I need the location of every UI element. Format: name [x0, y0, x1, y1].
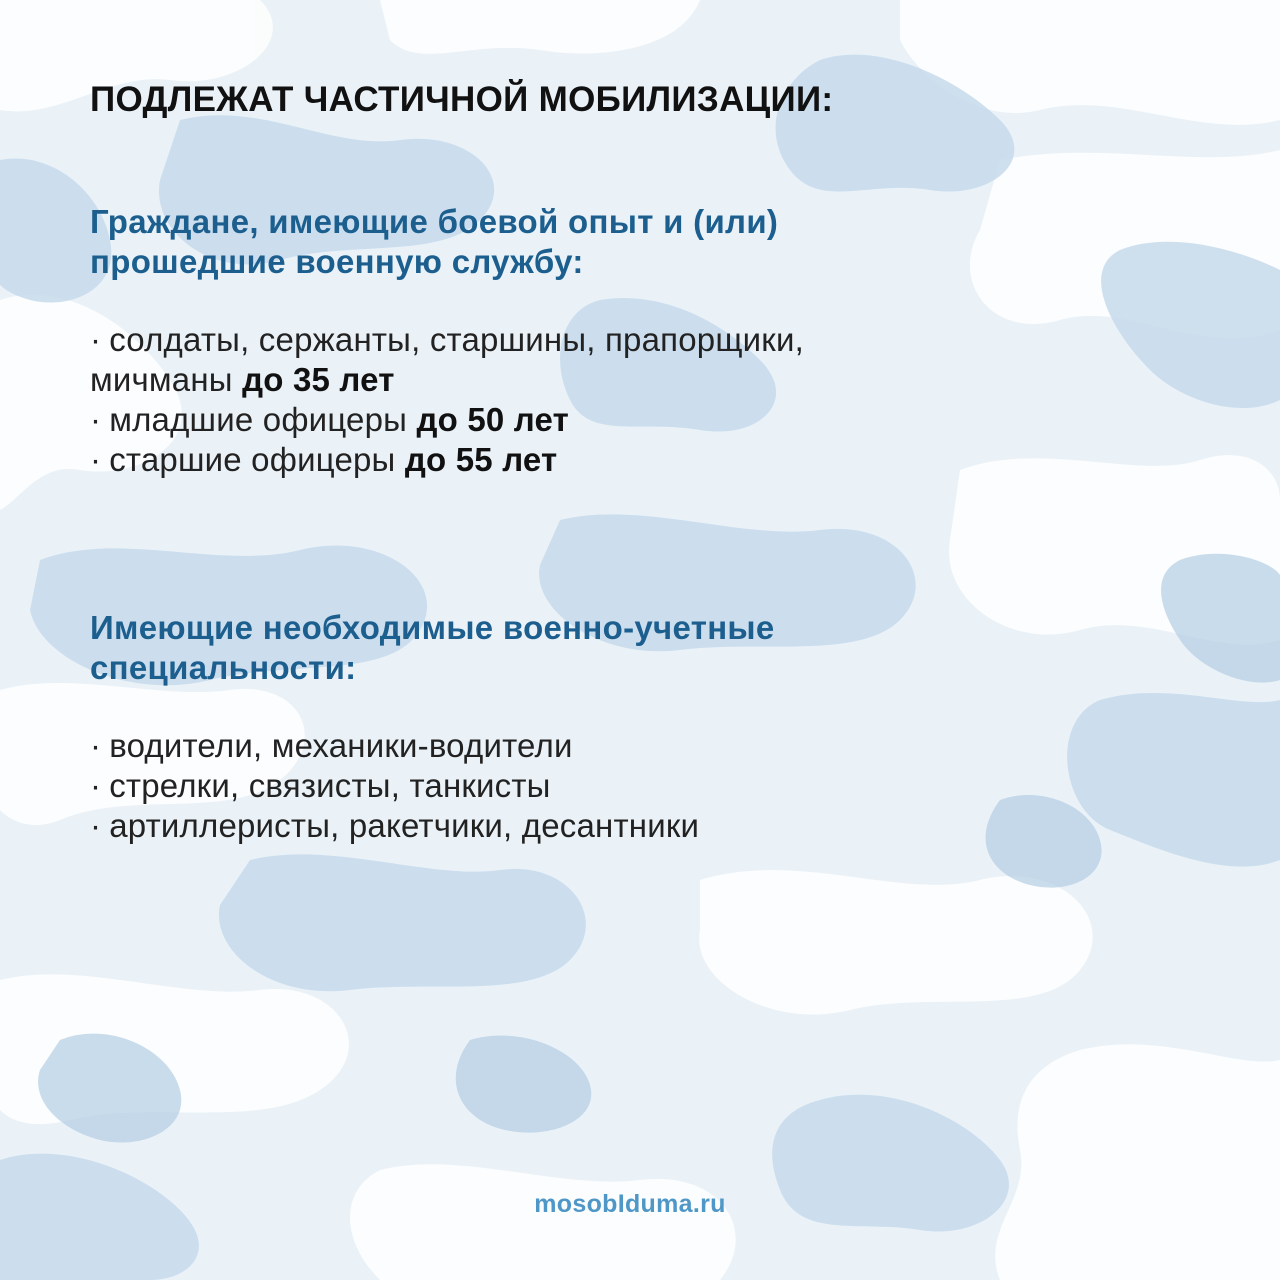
list-item: мичманы до 35 лет: [90, 361, 395, 398]
list-item: · старшие офицеры до 55 лет: [90, 441, 558, 478]
section-heading-line: специальности:: [90, 649, 357, 686]
bullet-icon: ·: [90, 321, 102, 358]
age-limit: до 55 лет: [404, 441, 558, 478]
section-heading-specialties: [90, 608, 775, 688]
age-limit: до 35 лет: [242, 361, 395, 398]
bullet-icon: ·: [90, 401, 102, 438]
section-heading-line: Имеющие необходимые военно-учетные: [90, 609, 775, 646]
list-item: · стрелки, связисты, танкисты: [90, 767, 551, 804]
list-ranks: [90, 320, 804, 480]
page-title: ПОДЛЕЖАТ ЧАСТИЧНОЙ МОБИЛИЗАЦИИ:: [90, 80, 834, 119]
website-link[interactable]: mosobIduma.ru: [534, 1190, 726, 1218]
age-limit: до 50 лет: [416, 401, 570, 438]
bullet-icon: ·: [90, 727, 102, 764]
list-item: · артиллеристы, ракетчики, десантники: [90, 807, 700, 844]
section-heading-line: Граждане, имеющие боевой опыт и (или): [90, 203, 779, 240]
section-heading-line: прошедшие военную службу:: [90, 243, 584, 280]
list-item: · младшие офицеры до 50 лет: [90, 401, 570, 438]
bullet-icon: ·: [90, 441, 102, 478]
list-item: · солдаты, сержанты, старшины, прапорщики,: [90, 321, 804, 358]
list-item: · водители, механики-водители: [90, 727, 573, 764]
bullet-icon: ·: [90, 807, 102, 844]
list-specialties: [90, 726, 699, 846]
bullet-icon: ·: [90, 767, 102, 804]
section-heading-combat-experience: [90, 202, 778, 282]
